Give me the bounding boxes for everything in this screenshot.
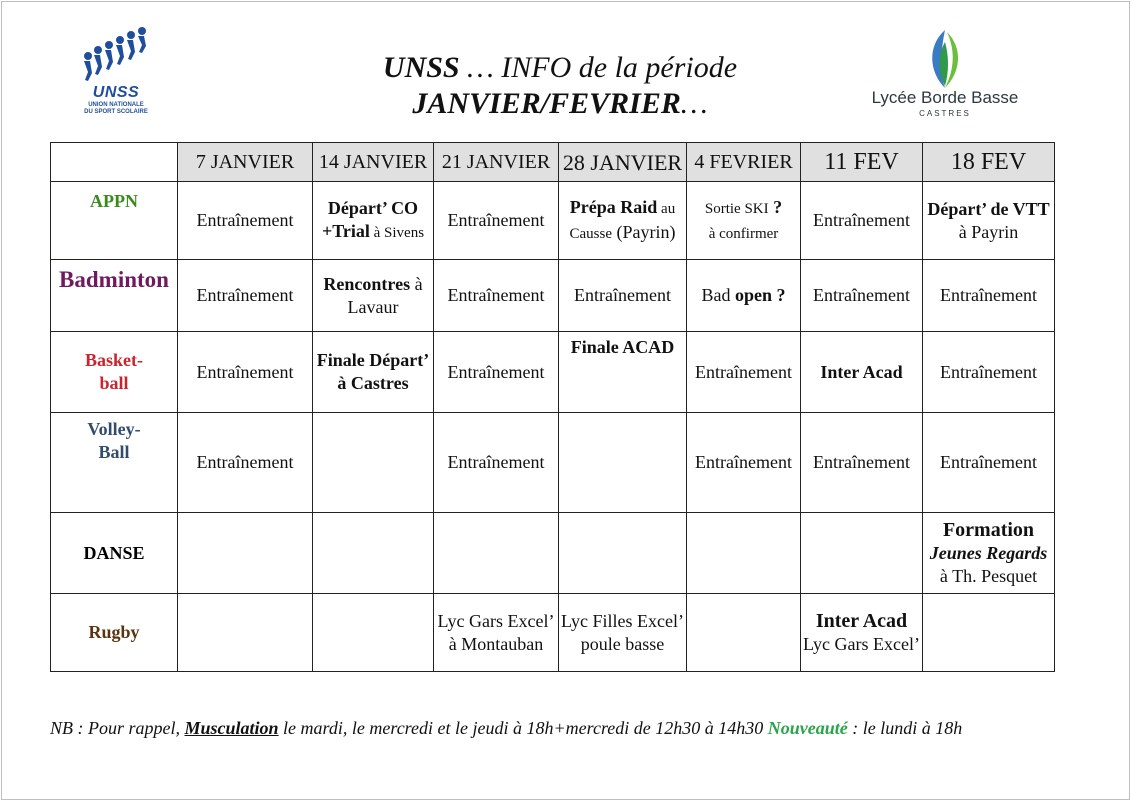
cell: Entraînement (923, 260, 1055, 332)
cell-text: à Th. Pesquet (939, 565, 1038, 586)
cell-empty (434, 513, 559, 594)
cell: Entraînement (434, 332, 559, 413)
cell: Finale Départ’ à Castres (313, 332, 434, 413)
cell: Entraînement (801, 260, 923, 332)
title-unss: UNSS (382, 51, 460, 84)
cell-empty (178, 513, 313, 594)
cell-bold: open ? (734, 285, 786, 305)
cell: Entraînement (923, 413, 1055, 513)
cell-bold: Départ’ CO +Trial (321, 197, 419, 241)
cell (687, 182, 801, 260)
table-row (51, 413, 1055, 513)
cell (313, 182, 434, 260)
school-city: CASTRES (919, 109, 971, 118)
date-header: 11 FEV (801, 143, 923, 182)
note-musculation: Musculation (184, 718, 279, 738)
cell-text: (Payrin) (612, 221, 676, 242)
sport-basket-line2: ball (99, 373, 129, 393)
cell-text: à Payrin (958, 221, 1019, 242)
cell: Lyc Gars Excel’ à Montauban (434, 594, 559, 672)
table-row (51, 513, 1055, 594)
cell-small: Sortie SKI (704, 200, 769, 217)
cell-text: à Lavaur (347, 273, 423, 317)
cell-bold: ? (768, 196, 783, 217)
unss-runners-icon (76, 26, 156, 84)
cell: Entraînement (687, 332, 801, 413)
cell: Entraînement (687, 413, 801, 513)
table-row (51, 182, 1055, 260)
sport-volley (51, 413, 178, 513)
cell-small: à confirmer (708, 225, 779, 242)
corner-cell (51, 143, 178, 182)
note-middle: le mardi, le mercredi et le jeudi à 18h+mercredi de 12h30 à 14h30 (278, 718, 768, 738)
cell: Entraînement (178, 332, 313, 413)
cell-empty (923, 594, 1055, 672)
unss-logo-line2: DU SPORT SCOLAIRE (84, 109, 148, 115)
sport-basket-line1: Basket- (85, 350, 143, 370)
cell: Entraînement (801, 413, 923, 513)
cell-bold-italic: Jeunes Regards (929, 542, 1048, 563)
cell: Entraînement (178, 413, 313, 513)
cell-empty (559, 513, 687, 594)
note-nouveaute: Nouveauté (767, 718, 848, 738)
cell: Entraînement (434, 413, 559, 513)
sport-appn: APPN (51, 182, 178, 260)
footer-note (50, 718, 1110, 739)
cell: Entraînement (434, 260, 559, 332)
schedule-table (50, 142, 1055, 672)
date-header: 14 JANVIER (313, 143, 434, 182)
cell-bold: Inter Acad (815, 609, 908, 632)
header-row (51, 143, 1055, 182)
cell-empty (687, 594, 801, 672)
date-header: 21 JANVIER (434, 143, 559, 182)
school-logo (860, 28, 1030, 120)
date-header: 28 JANVIER (559, 143, 687, 182)
cell (313, 260, 434, 332)
cell-empty (559, 413, 687, 513)
cell-empty (687, 513, 801, 594)
title-period: JANVIER/FEVRIER (412, 87, 681, 120)
cell-empty (178, 594, 313, 672)
cell-small: au Causse (569, 200, 676, 242)
cell (801, 594, 923, 672)
sport-volley-line2: Ball (98, 442, 130, 462)
cell-bold: Rencontres (323, 273, 411, 294)
table-row (51, 260, 1055, 332)
page-title (300, 50, 820, 122)
unss-logo (76, 26, 156, 118)
cell: Finale ACAD (559, 332, 687, 413)
unss-logo-line1: UNION NATIONALE (88, 102, 144, 108)
cell-text: Bad (701, 285, 735, 305)
cell (923, 513, 1055, 594)
cell-bold: Formation (942, 518, 1035, 541)
cell-bold: Départ’ de VTT (927, 198, 1050, 219)
cell: Entraînement (559, 260, 687, 332)
cell: Entraînement (801, 182, 923, 260)
school-name: Lycée Borde Basse (871, 88, 1019, 107)
cell-empty (801, 513, 923, 594)
cell-small: à Sivens (369, 224, 425, 241)
title-line1-rest: … INFO de la période (459, 51, 738, 84)
sport-rugby: Rugby (51, 594, 178, 672)
unss-logo-name: UNSS (92, 84, 140, 101)
table-row (51, 332, 1055, 413)
sport-badminton: Badminton (51, 260, 178, 332)
cell: Entraînement (178, 260, 313, 332)
cell-bold: Prépa Raid (569, 196, 658, 217)
sport-basket (51, 332, 178, 413)
title-ellipsis: … (680, 87, 708, 120)
cell (687, 260, 801, 332)
cell-empty (313, 594, 434, 672)
sport-danse: DANSE (51, 513, 178, 594)
table-row (51, 594, 1055, 672)
date-header: 7 JANVIER (178, 143, 313, 182)
leaf-flame-icon (915, 28, 975, 90)
date-header: 18 FEV (923, 143, 1055, 182)
cell-empty (313, 413, 434, 513)
cell (923, 182, 1055, 260)
note-suffix: : le lundi à 18h (847, 718, 963, 738)
cell: Entraînement (178, 182, 313, 260)
note-prefix: NB : Pour rappel, (50, 718, 185, 738)
cell-empty (313, 513, 434, 594)
cell (559, 182, 687, 260)
cell: Lyc Filles Excel’ poule basse (559, 594, 687, 672)
cell: Entraînement (434, 182, 559, 260)
date-header: 4 FEVRIER (687, 143, 801, 182)
cell-text: Lyc Gars Excel’ (803, 633, 920, 654)
cell: Entraînement (923, 332, 1055, 413)
sport-volley-line1: Volley- (87, 419, 141, 439)
cell: Inter Acad (801, 332, 923, 413)
